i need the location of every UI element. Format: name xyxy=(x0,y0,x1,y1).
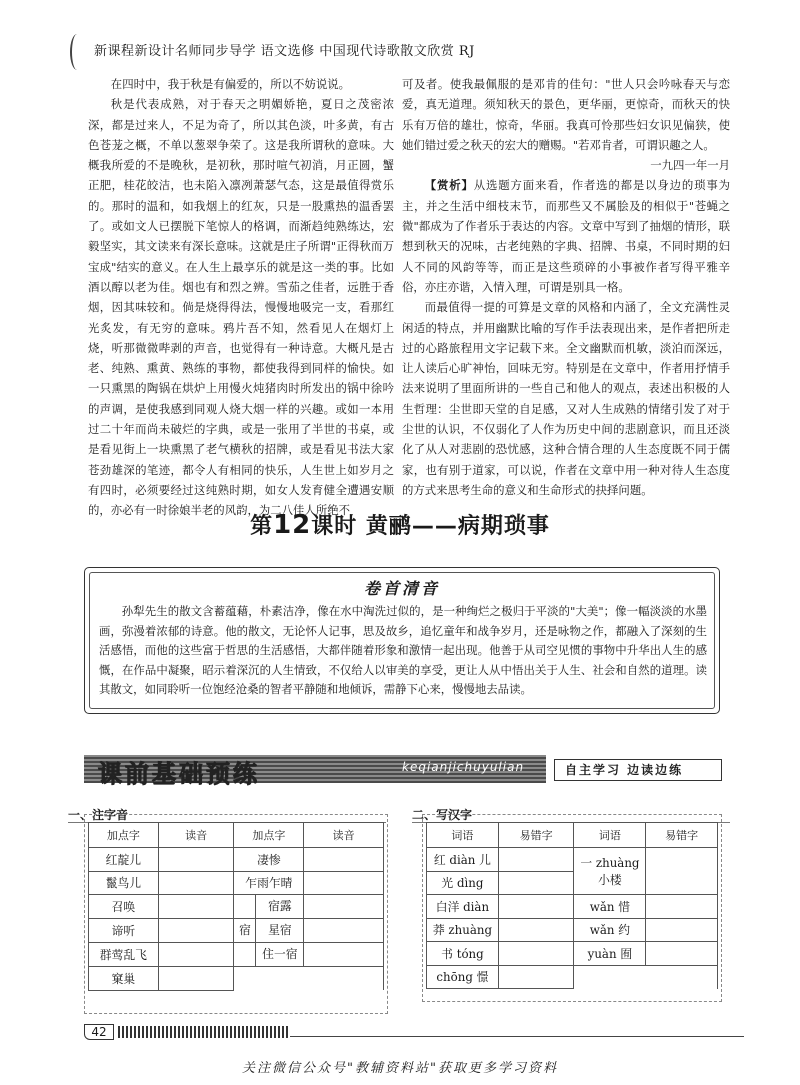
header-title: 新课程新设计名师同步导学 语文选修 中国现代诗歌散文欣赏 RJ xyxy=(94,44,475,59)
header-dotted-char: 加点字 xyxy=(89,823,159,848)
header-dotted-char: 加点字 xyxy=(234,823,304,848)
word-cell: wǎn 惜 xyxy=(574,895,646,919)
group-spacer xyxy=(234,895,256,918)
table-row xyxy=(427,942,718,966)
table-row xyxy=(89,895,384,919)
answer-cell[interactable] xyxy=(498,848,574,872)
answer-cell[interactable] xyxy=(498,942,574,966)
answer-cell[interactable] xyxy=(158,848,234,872)
answer-cell[interactable] xyxy=(304,943,384,967)
word-cell: 鬣鸟儿 xyxy=(89,871,159,895)
word-cell: 窠巢 xyxy=(89,967,159,991)
right-column xyxy=(402,74,730,500)
answer-cell[interactable] xyxy=(158,943,234,967)
banner-subtitle: 自主学习 边读边练 xyxy=(554,759,722,781)
analysis-tag: 【赏析】 xyxy=(424,178,474,193)
footer-rule xyxy=(290,1036,744,1037)
word-cell: wǎn 约 xyxy=(574,918,646,942)
left-column xyxy=(88,74,394,521)
table-row xyxy=(89,871,384,895)
table-row xyxy=(89,943,384,967)
word-cell: 莽 zhuàng xyxy=(427,918,499,942)
word-cell: 谛听 xyxy=(89,919,159,943)
right-paragraph-1: 可及者。使我最佩服的是邓肯的佳句："世人只会吟咏春天与恋爱，真无道理。须知秋天的景色，更华丽，更惊奇，而秋天的快乐有万倍的雄壮，惊奇，华丽。我真可怜那些妇女识见偏狭，使她们错过爱之秋天的宏大的赠赐。"若邓肯者，可谓识趣之人。 xyxy=(402,77,730,152)
word-cell-group xyxy=(234,943,304,967)
footer-note: 关注微信公众号"教辅资料站"获取更多学习资料 xyxy=(242,1061,558,1076)
table-row xyxy=(427,895,718,919)
table-header-row xyxy=(89,823,384,848)
word-cell: 光 dìng xyxy=(427,871,499,895)
page-footer xyxy=(84,1024,744,1040)
table-header-row xyxy=(427,823,718,848)
quote-box xyxy=(84,567,720,714)
analysis-paragraph-2: 而最值得一提的可算是文章的风格和内涵了，全文充满性灵闲适的特点，并用幽默比喻的写作手法表现出来，是作者把所走过的心路旅程用文字记载下来。全文幽默而机敏，淡泊而深远，让人读后心旷神怡，回味无穷。特别是在文章中，作者用抒情手法来说明了里面所讲的一些自己和他人的观点，表述出积极的人生哲理：尘世即天堂的自足感，又对人生成熟的情绪引发了对于尘世的认识，不仅弱化了人作为历史中间的悲剧意识，而且还淡化了从人对悲剧的恐忧感，这种合情合理的人生态度既不同于儒家，也有别于道家，可以说，作者在文章中用一种对待人生态度的方式来思考生命的意义和生命形式的抉择问题。 xyxy=(402,300,730,497)
group-spacer xyxy=(234,943,256,966)
lesson-suffix: 课时 黄鹂——病期琐事 xyxy=(311,514,550,539)
word-cell-group xyxy=(234,895,304,919)
group-char: 宿 xyxy=(234,919,256,942)
table-row xyxy=(89,848,384,872)
word-cell: 红靛儿 xyxy=(89,848,159,872)
answer-cell[interactable] xyxy=(498,918,574,942)
lesson-number: 12 xyxy=(273,510,312,540)
answer-cell[interactable] xyxy=(304,895,384,919)
word-cell: 凄惨 xyxy=(234,848,304,872)
essay-date: 一九四一年一月 xyxy=(650,158,730,173)
answer-cell[interactable] xyxy=(646,918,718,942)
table-row xyxy=(427,918,718,942)
section1-title: 一、注字音 xyxy=(68,808,129,822)
word-cell: 星宿 xyxy=(268,923,292,937)
answer-cell[interactable] xyxy=(158,967,234,991)
banner-pinyin: keqianjichuyulian xyxy=(402,760,525,774)
analysis-text-1: 从选题方面来看，作者选的都是以身边的琐事为主，并之生活中细枝末节，而那些又不属脍及的相似于"苍蝇之微"都成为了作者乐于表达的内容。文章中写到了抽烟的情形，联想到秋天的况味，古老纯熟的字典、招牌、书桌，不同时期的妇人不同的风韵等等，而正是这些琐碎的小事被作者写得平雅辛俗，亦庄亦谐，入情入理，可谓是别具一格。 xyxy=(402,178,730,294)
page-number: 42 xyxy=(84,1024,114,1040)
lesson-prefix: 第 xyxy=(250,514,274,539)
word-cell: 宿露 xyxy=(268,899,292,913)
answer-cell[interactable] xyxy=(646,848,718,895)
answer-cell[interactable] xyxy=(646,895,718,919)
answer-cell[interactable] xyxy=(158,919,234,943)
quote-box-title: 卷首清音 xyxy=(363,579,440,598)
table-row xyxy=(89,919,384,943)
write-characters-table xyxy=(426,822,718,989)
analysis-paragraph-1 xyxy=(402,175,730,297)
word-cell: 住一宿 xyxy=(262,947,298,961)
section-banner xyxy=(84,751,724,787)
section2-title: 二、写汉字 xyxy=(412,808,473,822)
header-reading: 读音 xyxy=(158,823,234,848)
empty-cell xyxy=(234,967,304,991)
answer-cell[interactable] xyxy=(304,848,384,872)
word-cell: 群莺乱飞 xyxy=(89,943,159,967)
empty-cell xyxy=(304,967,384,991)
left-paragraph-2: 秋是代表成熟，对于春天之明媚娇艳，夏日之茂密浓深，都是过来人，不足为奇了，所以其色淡，叶多黄，有古色苍茏之概，不单以葱翠争荣了。这是我所谓秋的意味。大概我所爱的不是晚秋，是初秋，那时喧气初消，月正圆，蟹正肥，桂花皎洁，也未陷入凛冽萧瑟气态，这是最值得赏乐的。那时的温和，如我烟上的红灰，只是一股熏热的温香罢了。或如文人已摆脱下笔惊人的格调，而渐趋纯熟练达，宏毅坚实，其文读来有深长意味。这就是庄子所谓"正得秋而万宝成"结实的意义。在人生上最享乐的就是这一类的事。比如酒以醇以老为佳。烟也有和烈之辨。雪茄之佳者，远胜于香烟，因其味较和。倘是烧得得法，慢慢地吸完一支，看那红光炙发，有无穷的意味。鸦片吾不知，然看见人在烟灯上烧，听那微微哔剥的声音，也觉得有一种诗意。大概凡是古老、纯熟、熏黄、熟练的事物，都使我得到同样的愉快。如一只熏黑的陶锅在烘炉上用慢火炖猪肉时所发出的锅中徐吟的声调，是使我感到同观人烧大烟一样的兴趣。或如一本用过二十年而尚未破烂的字典，或是一张用了半世的书桌，或是看见街上一块熏黑了老气横秋的招牌，或是看见书法大家苍劲雄深的笔迹，都令人有相同的快乐，人生世上如岁月之有四时，必须要经过这纯熟时期，如女人发育健全遭遇安顺的，亦必有一时徐娘半老的风韵，为二八佳人所绝不 xyxy=(88,97,394,518)
footer-dot-pattern xyxy=(118,1026,288,1038)
header-reading: 读音 xyxy=(304,823,384,848)
header-word: 词语 xyxy=(574,823,646,848)
table-row xyxy=(427,965,718,989)
answer-cell[interactable] xyxy=(304,871,384,895)
word-cell: 乍雨乍晴 xyxy=(234,871,304,895)
answer-cell[interactable] xyxy=(646,942,718,966)
header-error-char: 易错字 xyxy=(498,823,574,848)
table-row xyxy=(89,967,384,991)
quote-box-text: 孙犁先生的散文含蓄蕴藉，朴素洁净，像在水中淘洗过似的，是一种绚烂之极归于平淡的"大美"；像一幅淡淡的水墨画，弥漫着浓郁的诗意。他的散文，无论怀人记事，思及故乡，追忆童年和战争岁月，还是咏物之作，都融入了深刻的生活感悟，而他的这些富于哲思的生活感悟，大都伴随着形象和激情一起出现。他善于从司空见惯的事物中升华出人生的感慨，在作品中凝聚，昭示着深沉的人生情致，不仅给人以审美的享受，更让人从中悟出关于人生、社会和自然的道理。读其散文，如同聆听一位饱经沧桑的智者平静随和地倾诉，需静下心来，慢慢地去品读。 xyxy=(99,604,707,697)
word-cell: 召唤 xyxy=(89,895,159,919)
empty-cell xyxy=(574,965,646,989)
empty-cell xyxy=(646,965,718,989)
header-word: 词语 xyxy=(427,823,499,848)
lesson-title xyxy=(0,509,800,540)
table-row xyxy=(427,848,718,872)
answer-cell[interactable] xyxy=(498,871,574,895)
header-error-char: 易错字 xyxy=(646,823,718,848)
answer-cell[interactable] xyxy=(158,895,234,919)
left-paragraph-1: 在四时中，我于秋是有偏爱的，所以不妨说说。 xyxy=(110,77,351,91)
word-cell: 一 zhuàng 小楼 xyxy=(574,848,646,895)
word-cell: 红 diàn 儿 xyxy=(427,848,499,872)
page-header xyxy=(70,36,750,70)
header-bracket xyxy=(70,34,84,70)
answer-cell[interactable] xyxy=(498,965,574,989)
pronunciation-table xyxy=(88,822,384,991)
word-cell: chōng 憬 xyxy=(427,965,499,989)
answer-cell[interactable] xyxy=(158,871,234,895)
answer-cell[interactable] xyxy=(304,919,384,943)
answer-cell[interactable] xyxy=(498,895,574,919)
word-cell: yuàn 囿 xyxy=(574,942,646,966)
word-cell: 书 tóng xyxy=(427,942,499,966)
word-cell-group xyxy=(234,919,304,943)
word-cell: 白洋 diàn xyxy=(427,895,499,919)
banner-title: 课前基础预练 xyxy=(98,760,260,788)
